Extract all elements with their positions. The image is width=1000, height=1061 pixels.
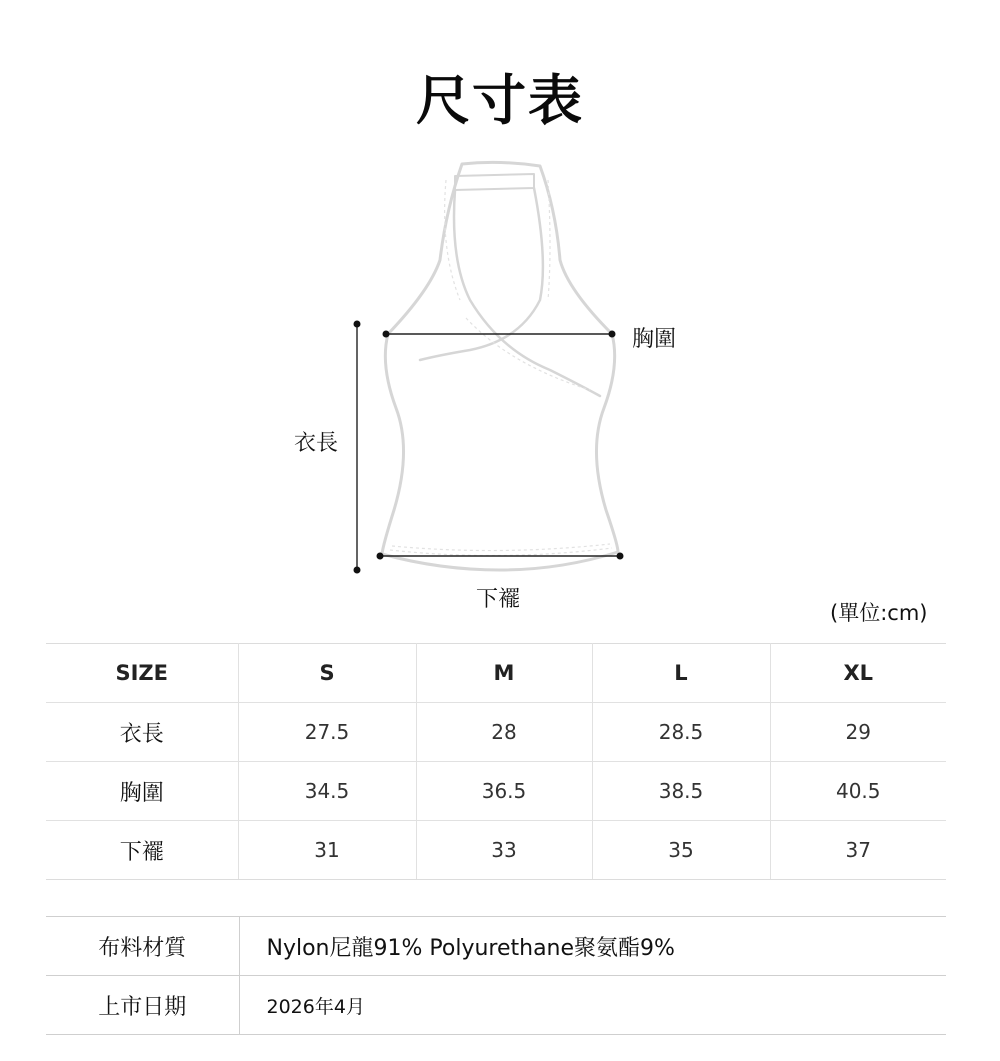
table-cell: 36.5 — [416, 762, 592, 821]
info-row-fabric — [46, 917, 946, 976]
size-table — [46, 643, 946, 880]
table-cell: 38.5 — [592, 762, 770, 821]
size-header-s: S — [238, 644, 416, 703]
table-row — [46, 703, 946, 762]
hem-label: 下襬 — [476, 587, 521, 612]
info-row-release — [46, 976, 946, 1035]
table-cell: 31 — [238, 821, 416, 880]
chest-label: 胸圍 — [632, 327, 677, 352]
size-header-xl: XL — [770, 644, 946, 703]
size-table-header-row — [46, 644, 946, 703]
table-cell: 29 — [770, 703, 946, 762]
size-header: SIZE — [46, 644, 238, 703]
length-label: 衣長 — [294, 431, 339, 456]
table-cell: 27.5 — [238, 703, 416, 762]
table-cell: 28 — [416, 703, 592, 762]
row-label-length: 衣長 — [46, 703, 238, 762]
fabric-label: 布料材質 — [46, 917, 239, 976]
table-cell: 37 — [770, 821, 946, 880]
unit-label: (單位:cm) — [830, 601, 928, 625]
table-cell: 33 — [416, 821, 592, 880]
size-header-l: L — [592, 644, 770, 703]
table-cell: 28.5 — [592, 703, 770, 762]
release-date-value: 2026年4月 — [239, 976, 946, 1035]
table-row — [46, 821, 946, 880]
size-header-m: M — [416, 644, 592, 703]
size-diagram — [0, 150, 1000, 620]
release-date-label: 上市日期 — [46, 976, 239, 1035]
row-label-hem: 下襬 — [46, 821, 238, 880]
fabric-value: Nylon尼龍91% Polyurethane聚氨酯9% — [239, 917, 946, 976]
halter-top-outline-icon — [0, 150, 1000, 620]
table-cell: 34.5 — [238, 762, 416, 821]
info-table — [46, 916, 946, 1035]
row-label-chest: 胸圍 — [46, 762, 238, 821]
page-title: 尺寸表 — [416, 69, 584, 132]
table-cell: 40.5 — [770, 762, 946, 821]
table-row — [46, 762, 946, 821]
table-cell: 35 — [592, 821, 770, 880]
